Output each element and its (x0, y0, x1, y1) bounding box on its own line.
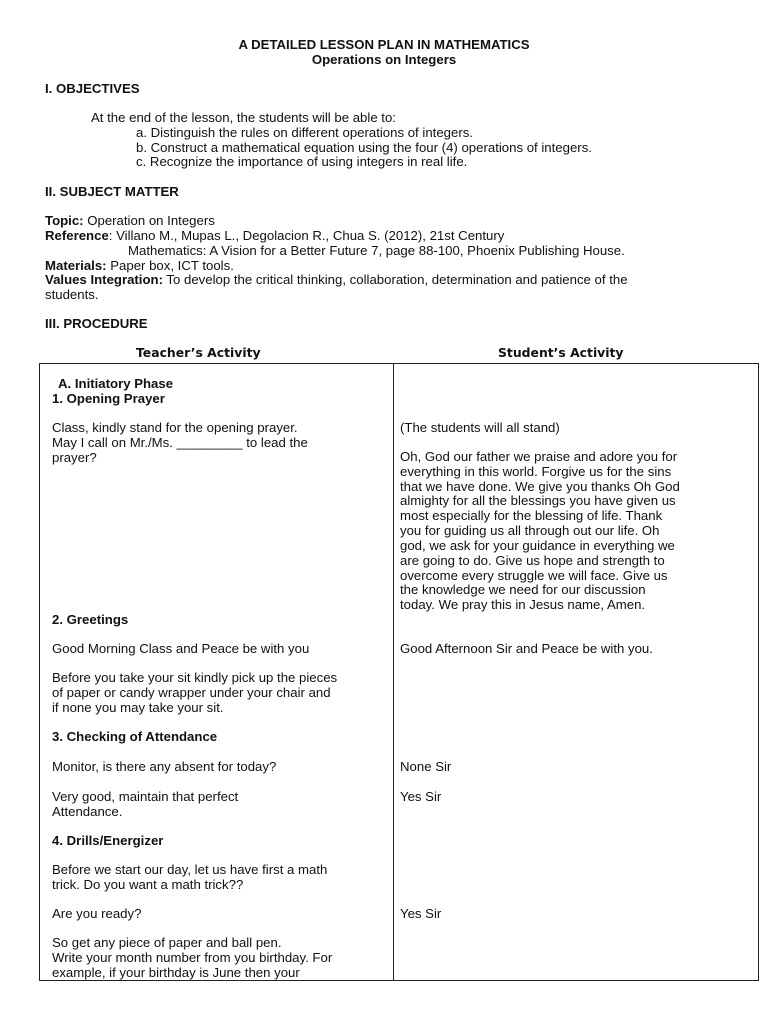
attendance-heading: 3. Checking of Attendance (52, 729, 218, 744)
student-line: Yes Sir (400, 906, 442, 921)
teacher-line: Monitor, is there any absent for today? (52, 759, 277, 774)
student-line: everything in this world. Forgive us for the sins (400, 464, 672, 479)
student-line: almighty for all the blessings you have given us (400, 493, 676, 508)
student-column-header: Student’s Activity (498, 345, 624, 360)
student-line: you for guiding us all through out our life. Oh (400, 523, 660, 538)
teacher-line: So get any piece of paper and ball pen. (52, 935, 282, 950)
teacher-line: of paper or candy wrapper under your chair and (52, 685, 331, 700)
student-line: god, we ask for your guidance in everything we (400, 538, 675, 553)
values-continuation: students. (45, 287, 99, 302)
topic-value: Operation on Integers (83, 213, 215, 228)
materials-value: Paper box, ICT tools. (106, 258, 234, 273)
student-line: Oh, God our father we praise and adore you for (400, 449, 678, 464)
objective-item: b. Construct a mathematical equation using the four (4) operations of integers. (136, 140, 592, 155)
topic-label: Topic: (45, 213, 84, 228)
teacher-line: prayer? (52, 450, 97, 465)
student-line: most especially for the blessing of life. Thank (400, 508, 663, 523)
teacher-line: Write your month number from you birthday. For (52, 950, 333, 965)
opening-prayer-heading: 1. Opening Prayer (52, 391, 165, 406)
objectives-heading: I. OBJECTIVES (45, 81, 140, 96)
teacher-line: Class, kindly stand for the opening prayer. (52, 420, 298, 435)
student-line: Yes Sir (400, 789, 442, 804)
objective-item: a. Distinguish the rules on different operations of integers. (136, 125, 473, 140)
subject-matter-heading: II. SUBJECT MATTER (45, 184, 179, 199)
drills-heading: 4. Drills/Energizer (52, 833, 164, 848)
student-line: Good Afternoon Sir and Peace be with you. (400, 641, 653, 656)
teacher-line: Very good, maintain that perfect (52, 789, 239, 804)
reference-continuation: Mathematics: A Vision for a Better Future 7, page 88-100, Phoenix Publishing House. (128, 243, 625, 258)
teacher-line: example, if your birthday is June then your (52, 965, 300, 980)
reference-label: Reference (45, 228, 109, 243)
teacher-line: Attendance. (52, 804, 123, 819)
student-line: (The students will all stand) (400, 420, 560, 435)
teacher-line: Are you ready? (52, 906, 142, 921)
values-line (45, 273, 628, 288)
reference-value: : Villano M., Mupas L., Degolacion R., Chua S. (2012), 21st Century (108, 228, 505, 243)
teacher-line: trick. Do you want a math trick?? (52, 877, 244, 892)
values-label: Values Integration: (45, 272, 163, 287)
student-line: are going to do. Give us hope and strength to (400, 553, 665, 568)
values-value: To develop the critical thinking, collaboration, determination and patience of the (162, 272, 628, 287)
teacher-line: May I call on Mr./Ms. _________ to lead the (52, 435, 308, 450)
column-divider (393, 364, 394, 980)
student-line: None Sir (400, 759, 452, 774)
phase-heading: A. Initiatory Phase (58, 376, 174, 391)
student-line: overcome every struggle we will face. Give us (400, 568, 668, 583)
document-subtitle: Operations on Integers (311, 52, 457, 67)
student-line: today. We pray this in Jesus name, Amen. (400, 597, 646, 612)
document-title: A DETAILED LESSON PLAN IN MATHEMATICS (238, 37, 530, 52)
teacher-line: Good Morning Class and Peace be with you (52, 641, 310, 656)
teacher-line: Before we start our day, let us have first a math (52, 862, 328, 877)
greetings-heading: 2. Greetings (52, 612, 129, 627)
objective-item: c. Recognize the importance of using integers in real life. (136, 154, 468, 169)
procedure-table (39, 363, 759, 981)
teacher-line: Before you take your sit kindly pick up the pieces (52, 670, 338, 685)
student-line: the knowledge we need for our discussion (400, 582, 646, 597)
topic-line (45, 214, 215, 229)
materials-label: Materials: (45, 258, 107, 273)
teacher-line: if none you may take your sit. (52, 700, 224, 715)
objectives-intro: At the end of the lesson, the students will be able to: (91, 110, 396, 125)
student-line: that we have done. We give you thanks Oh God (400, 479, 680, 494)
reference-line (45, 229, 504, 244)
procedure-heading: III. PROCEDURE (45, 316, 148, 331)
teacher-column-header: Teacher’s Activity (136, 345, 261, 360)
